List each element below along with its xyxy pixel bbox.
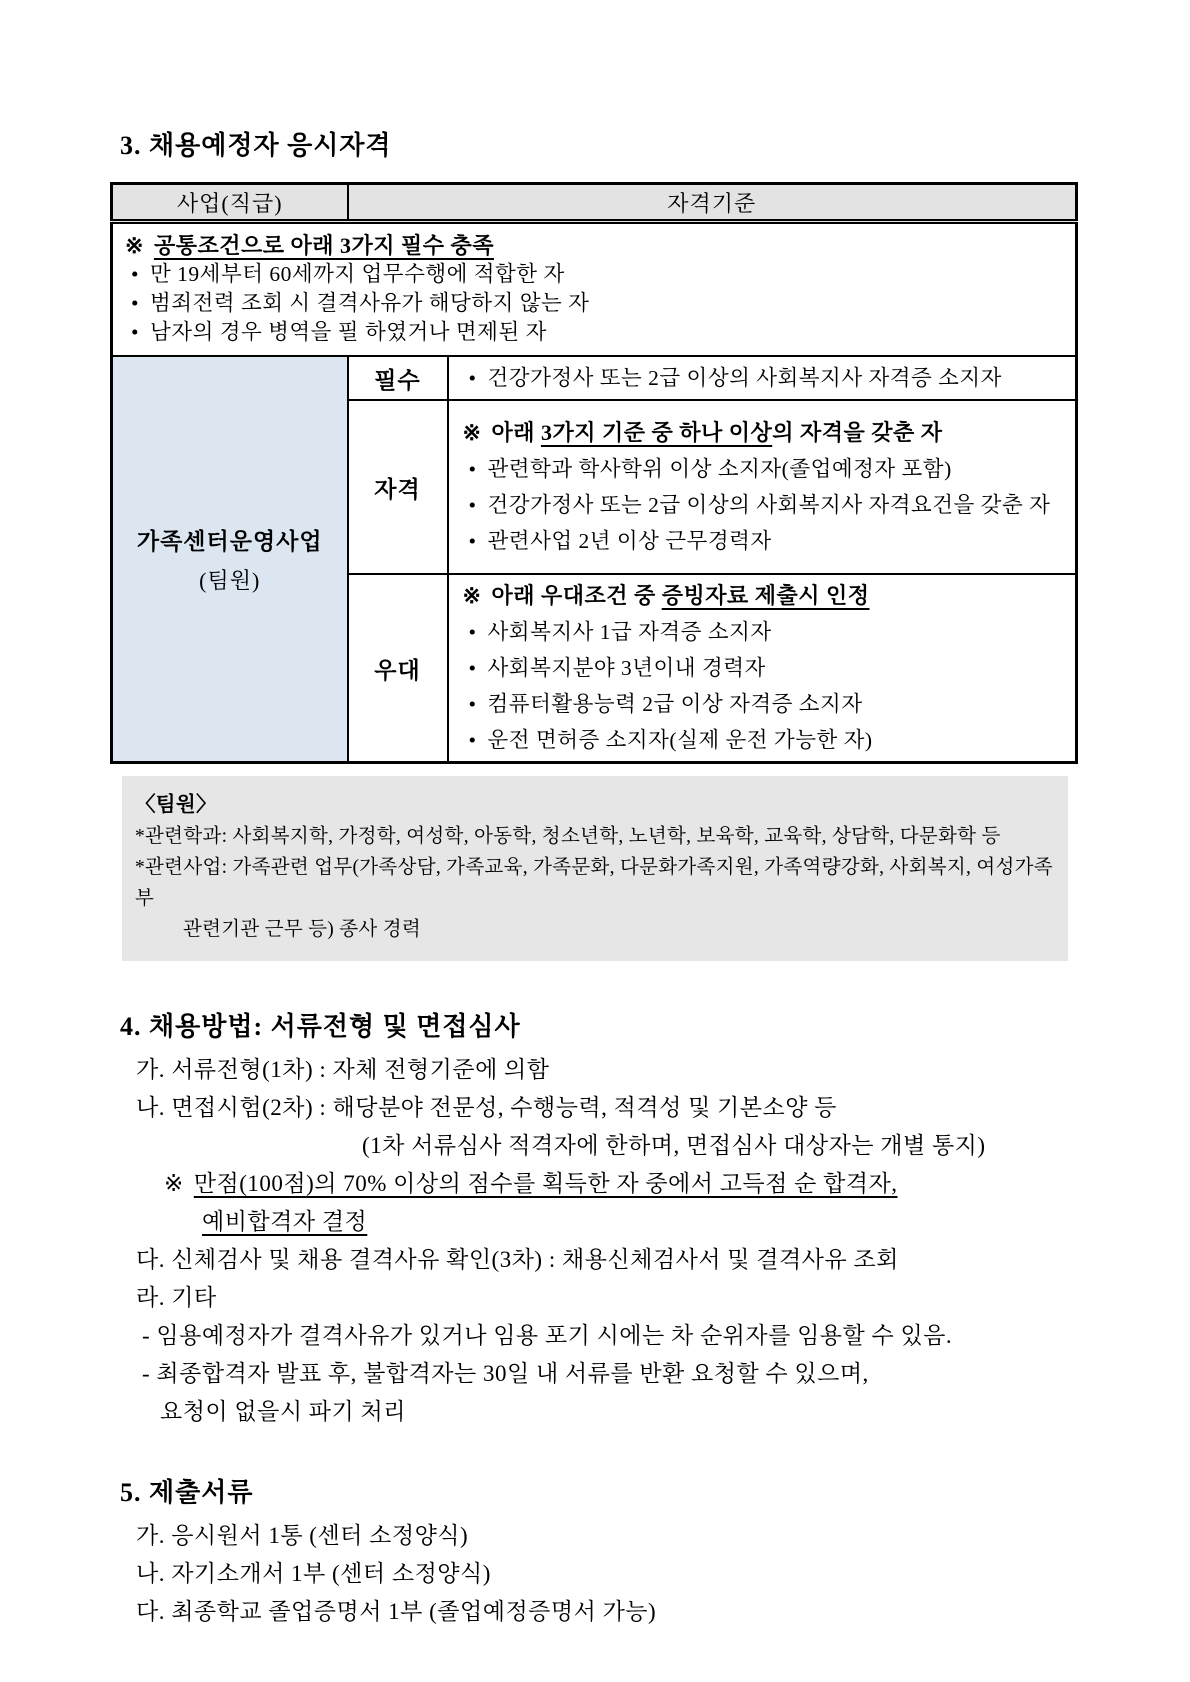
footnote-title: 〈팀원〉 — [135, 794, 217, 816]
reference-mark: ※ — [125, 233, 144, 258]
section4 — [0, 1011, 1190, 1431]
method-item-da: 다. 신체검사 및 채용 결격사유 확인(3차) : 채용신체검사서 및 결격사유 조회 — [136, 1247, 899, 1272]
method-item-na-continuation: (1차 서류심사 적격자에 한하며, 면접심사 대상자는 개별 통지) — [362, 1133, 986, 1158]
table-header-business: 사업(직급) — [112, 184, 348, 222]
document-item: 가. 응시원서 1통 (센터 소정양식) — [136, 1523, 469, 1548]
reference-mark: ※ — [462, 583, 482, 608]
method-item-ra: 라. 기타 — [136, 1285, 217, 1310]
method-etc-dash2-continuation: 요청이 없을시 파기 처리 — [160, 1399, 406, 1424]
reference-mark: ※ — [164, 1171, 184, 1196]
required-content — [448, 356, 1077, 400]
qualification-bullet: • 관련학과 학사학위 이상 소지자(졸업예정자 포함) — [463, 451, 1068, 487]
qualification-label: 자격 — [348, 400, 448, 574]
preference-bullet: • 사회복지분야 3년이내 경력자 — [463, 650, 1068, 686]
table-header-criteria: 자격기준 — [348, 184, 1077, 222]
qualification-bullet: • 건강가정사 또는 2급 이상의 사회복지사 자격요건을 갖춘 자 — [463, 487, 1068, 523]
required-row — [112, 356, 1077, 400]
document-item: 다. 최종학교 졸업증명서 1부 (졸업예정증명서 가능) — [136, 1599, 657, 1624]
method-etc-dash2: - 최종합격자 발표 후, 불합격자는 30일 내 서류를 반환 요청할 수 있으며, — [142, 1361, 869, 1386]
common-conditions-heading: ※ 공통조건으로 아래 3가지 필수 충족 — [125, 233, 494, 258]
section3-title: 3. 채용예정자 응시자격 — [120, 131, 392, 160]
business-name: 가족센터운영사업 — [136, 529, 323, 554]
required-bullet: • 건강가정사 또는 2급 이상의 사회복지사 자격증 소지자 — [463, 360, 1068, 396]
business-position: (팀원) — [199, 568, 261, 593]
qualification-bullet: • 관련사업 2년 이상 근무경력자 — [463, 523, 1068, 559]
footnote-related-majors: *관련학과: 사회복지학, 가정학, 여성학, 아동학, 청소년학, 노년학, 보육학, 교육학, 상담학, 다문화학 등 — [135, 826, 1001, 847]
preference-label: 우대 — [348, 574, 448, 763]
footnote-related-business: *관련사업: 가족관련 업무(가족상담, 가족교육, 가족문화, 다문화가족지원, 가족역량강화, 사회복지, 여성가족부 — [135, 857, 1053, 909]
common-conditions-row — [112, 222, 1077, 357]
common-bullet: • 만 19세부터 60세까지 업무수행에 적합한 자 — [125, 260, 1065, 289]
common-conditions-cell — [112, 222, 1077, 357]
common-bullet: • 범죄전력 조회 시 결격사유가 해당하지 않는 자 — [125, 289, 1065, 318]
method-score-note: ※ 만점(100점)의 70% 이상의 점수를 획득한 자 중에서 고득점 순 합격자, — [164, 1171, 898, 1196]
team-member-footnote — [122, 776, 1068, 961]
business-cell — [112, 356, 348, 763]
preference-bullet: • 컴퓨터활용능력 2급 이상 자격증 소지자 — [463, 686, 1068, 722]
required-label: 필수 — [348, 356, 448, 400]
preference-heading: ※ 아래 우대조건 중 증빙자료 제출시 인정 — [462, 583, 870, 608]
qualification-content — [448, 400, 1077, 574]
qualification-heading: ※ 아래 3가지 기준 중 하나 이상의 자격을 갖춘 자 — [462, 420, 943, 445]
method-score-note-continuation: 예비합격자 결정 — [202, 1209, 368, 1234]
table-header-row — [112, 184, 1077, 222]
document-item: 나. 자기소개서 1부 (센터 소정양식) — [136, 1561, 491, 1586]
method-item-na: 나. 면접시험(2차) : 해당분야 전문성, 수행능력, 적격성 및 기본소양 등 — [136, 1095, 837, 1120]
common-bullet: • 남자의 경우 병역을 필 하였거나 면제된 자 — [125, 318, 1065, 347]
preference-bullet: • 사회복지사 1급 자격증 소지자 — [463, 614, 1068, 650]
section5-title: 5. 제출서류 — [120, 1478, 254, 1507]
method-etc-dash1: - 임용예정자가 결격사유가 있거나 임용 포기 시에는 차 순위자를 임용할 수 있음. — [142, 1323, 953, 1348]
method-item-ga: 가. 서류전형(1차) : 자체 전형기준에 의함 — [136, 1057, 550, 1082]
preference-bullet: • 운전 면허증 소지자(실제 운전 가능한 자) — [463, 722, 1068, 758]
reference-mark: ※ — [462, 420, 482, 445]
footnote-related-business-cont: 관련기관 근무 등) 종사 경력 — [183, 919, 422, 940]
eligibility-table — [110, 182, 1078, 764]
section4-title: 4. 채용방법: 서류전형 및 면접심사 — [120, 1012, 521, 1041]
section5 — [0, 1477, 1190, 1631]
preference-content — [448, 574, 1077, 763]
